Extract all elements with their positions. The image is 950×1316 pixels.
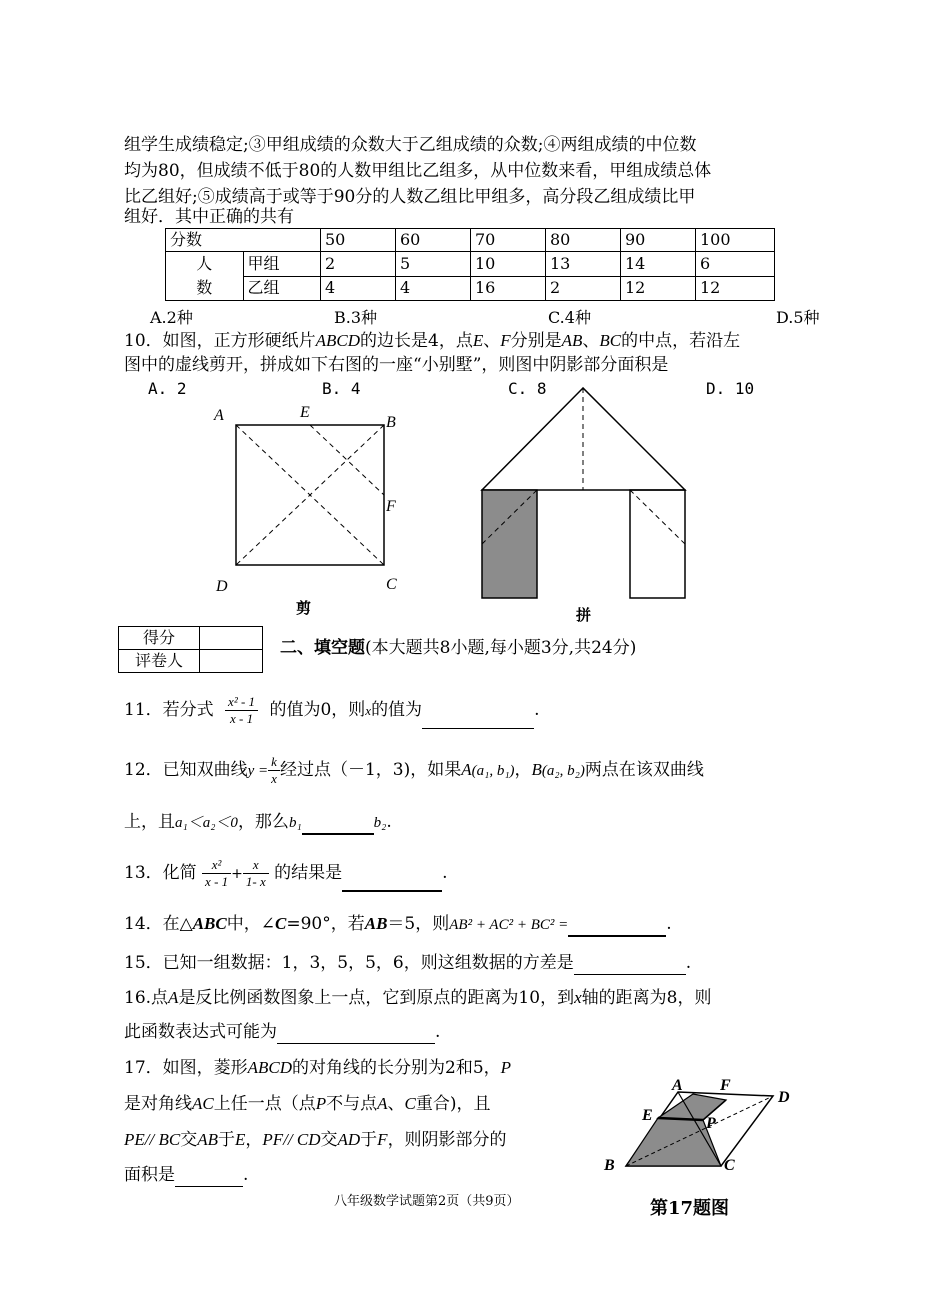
var-abcd: ABCD: [247, 1058, 293, 1077]
parallel-sign: //: [144, 1130, 159, 1149]
intro-line-1: 组学生成绩稳定;③甲组成绩的众数大于乙组成绩的众数;④两组成绩的中位数: [124, 135, 697, 155]
numerator: x: [243, 857, 269, 874]
question-14: [124, 912, 672, 937]
fraction: [268, 754, 280, 787]
var-x: x: [574, 988, 582, 1007]
section-2-desc: (本大题共8小题,每小题3分,共24分): [365, 638, 637, 658]
question-17-line-3: [124, 1128, 507, 1152]
var-e: E: [472, 331, 484, 350]
answer-blank-12[interactable]: [302, 813, 374, 835]
text: 10．如图，正方形硬纸片: [124, 331, 316, 351]
square-cut-figure: [200, 395, 420, 620]
intro-line-3: 比乙组好;⑤成绩高于或等于90分的人数乙组比甲组多，高分段乙组成绩比甲: [124, 187, 696, 207]
score-table: [165, 228, 775, 301]
var-e: E: [235, 1130, 246, 1149]
label-f: F: [386, 498, 396, 515]
text: 交: [320, 1130, 338, 1150]
var-abc: ABC: [192, 914, 227, 933]
answer-blank-11[interactable]: [422, 708, 534, 729]
text: .: [435, 1022, 441, 1042]
question-12-line-1: [124, 752, 704, 789]
label-d: D: [778, 1089, 790, 1106]
table-cell: 12: [621, 276, 696, 301]
q9-option-c: C.4种: [548, 308, 591, 327]
text: 此函数表达式可能为: [124, 1022, 277, 1042]
text: .: [442, 863, 448, 883]
table-row: [119, 627, 263, 650]
denominator: x - 1: [229, 711, 254, 726]
table-cell: 16: [471, 276, 546, 301]
text: 的值为: [371, 700, 423, 720]
shaded-left-wall: [482, 490, 537, 598]
q10-option-a: A. 2: [148, 379, 187, 398]
label-a: A: [214, 407, 224, 424]
table-cell: 4: [396, 276, 471, 301]
var-c: C: [275, 914, 287, 933]
intro-line-2: 均为80，但成绩不低于80的人数甲组比乙组多，从中位数来看，甲组成绩总体: [124, 161, 712, 181]
q10-option-d: D. 10: [706, 379, 755, 398]
text: 两点在该双曲线: [584, 760, 704, 780]
question-17-line-2: [124, 1092, 491, 1116]
section-2-title: 二、填空题: [280, 638, 365, 658]
text: .: [243, 1165, 249, 1185]
text: 重合)，且: [415, 1094, 491, 1114]
var-a: A: [377, 1094, 388, 1113]
text: 16.点: [124, 988, 169, 1008]
score-label: 得分: [119, 627, 200, 650]
var-pf: PF: [262, 1130, 284, 1149]
var-ac: AC: [192, 1094, 214, 1113]
text: ，则阴影部分的: [387, 1130, 507, 1150]
var-a: A: [461, 760, 472, 779]
row-label-yi: 乙组: [243, 276, 321, 301]
text: .: [386, 812, 392, 832]
table-cell: 10: [471, 252, 546, 277]
parallel-sign: //: [283, 1130, 297, 1149]
answer-blank-16[interactable]: [277, 1023, 435, 1044]
text: 的边长是4，点: [360, 331, 473, 351]
text: 12．已知双曲线: [124, 760, 248, 780]
table-row: [119, 650, 263, 673]
question-17-line-1: [124, 1056, 511, 1080]
var-x: x: [365, 703, 372, 718]
q9-option-a: A.2种: [150, 308, 193, 327]
q10-option-b: B. 4: [322, 379, 361, 398]
label-e: E: [300, 404, 310, 421]
question-16-line-1: [124, 986, 711, 1010]
text: .: [666, 914, 672, 934]
question-16-line-2: [124, 1020, 440, 1044]
text: ，: [245, 1130, 263, 1150]
q10-line-1: [124, 329, 740, 353]
var-bc: BC: [599, 331, 622, 350]
text: 、: [483, 331, 501, 351]
var-abcd: ABCD: [315, 331, 361, 350]
text: 不与点: [326, 1094, 378, 1114]
numerator: x²: [202, 857, 231, 874]
text: ，: [514, 760, 532, 780]
var-ad: AD: [337, 1130, 361, 1149]
text: 17．如图，菱形: [124, 1058, 248, 1078]
numerator: x² - 1: [225, 694, 258, 711]
condition: a₁＜a₂＜0: [175, 815, 238, 831]
right-wall-dash: [630, 490, 685, 544]
numerator: k: [268, 754, 280, 771]
text: 、: [582, 331, 600, 351]
var-p: P: [500, 1058, 512, 1077]
table-cell: 2: [546, 276, 621, 301]
table-header-cell: 分数: [166, 229, 321, 252]
table-cell: 70: [471, 229, 546, 252]
table-cell: 100: [696, 229, 775, 252]
label-a: A: [672, 1077, 683, 1094]
score-blank-cell: [200, 627, 263, 650]
var-a: A: [168, 988, 179, 1007]
question-15: [124, 951, 691, 975]
house-join-figure: [470, 380, 700, 625]
answer-blank-13[interactable]: [342, 870, 442, 892]
text: 、: [387, 1094, 405, 1114]
text: 上，且: [124, 812, 175, 832]
text: 是反比例函数图象上一点，它到原点的距离为10，到: [178, 988, 575, 1008]
table-cell: 13: [546, 252, 621, 277]
table-cell: 2: [321, 252, 396, 277]
question-11: [124, 692, 539, 729]
var-cd: CD: [296, 1130, 321, 1149]
coord-b: (a₂, b₂): [541, 763, 585, 779]
table-row: [166, 276, 775, 301]
coord-a: (a₁, b₁): [471, 763, 515, 779]
text: 的中点，若沿左: [621, 331, 741, 351]
table-cell: 14: [621, 252, 696, 277]
text: 13．化简: [124, 863, 197, 883]
text: .: [685, 953, 692, 973]
var-bc: BC: [158, 1130, 181, 1149]
grader-blank-cell: [200, 650, 263, 673]
table-cell: 80: [546, 229, 621, 252]
var-f: F: [500, 331, 511, 350]
answer-blank-17[interactable]: [175, 1166, 243, 1187]
var-b1: b₁: [288, 815, 302, 831]
label-p: P: [706, 1115, 716, 1132]
question-13: [124, 855, 448, 892]
var-pe: PE: [124, 1130, 145, 1149]
table-cell: 90: [621, 229, 696, 252]
fraction-1: [202, 857, 231, 890]
text: 轴的距离为8，则: [581, 988, 712, 1008]
var-ab: AB: [364, 914, 388, 933]
text: 15．已知一组数据：1，3，5，5，6，则这组数据的方差是: [124, 953, 574, 973]
var-ab: AB: [561, 331, 583, 350]
text: 的对角线的长分别为2和5，: [292, 1058, 501, 1078]
var-c: C: [404, 1094, 416, 1113]
text: 经过点（－1，3)，如果: [279, 760, 462, 780]
var-f: F: [377, 1130, 388, 1149]
var-y: y =: [247, 763, 269, 779]
text: 中，∠: [226, 914, 275, 934]
table-cell: 4: [321, 276, 396, 301]
join-caption: 拼: [576, 606, 592, 624]
fraction-2: [243, 857, 269, 890]
intro-line-4: 组好．其中正确的共有: [124, 207, 294, 227]
row-group-char-2: 数: [196, 278, 213, 297]
text: ，那么: [237, 812, 289, 832]
text: 交: [180, 1130, 198, 1150]
roof-triangle: [482, 388, 685, 490]
denominator: x: [271, 771, 277, 786]
table-cell: 6: [696, 252, 775, 277]
row-group-label: [166, 252, 244, 301]
text: 面积是: [124, 1165, 175, 1185]
page-footer: 八年级数学试题第2页（共9页）: [334, 1194, 520, 1209]
label-c: C: [386, 576, 397, 593]
label-b: B: [604, 1157, 615, 1174]
text: .: [534, 700, 540, 720]
expression: AB² + AC² + BC² =: [449, 917, 569, 933]
var-ab: AB: [197, 1130, 218, 1149]
text: 的结果是: [274, 863, 343, 883]
text: 分别是: [510, 331, 562, 351]
figure-caption: 第17题图: [650, 1198, 730, 1219]
text: 于: [360, 1130, 378, 1150]
row-label-jia: 甲组: [243, 252, 321, 277]
text: ＝5，则: [387, 914, 450, 934]
table-cell: 50: [321, 229, 396, 252]
answer-blank-14[interactable]: [568, 915, 666, 937]
text: 11．若分式: [124, 700, 214, 720]
var-b2: b₂: [373, 815, 387, 831]
denominator: 1- x: [245, 874, 266, 889]
text: 上任一点（点: [213, 1094, 316, 1114]
text: 的值为0，则: [269, 700, 366, 720]
label-e: E: [642, 1107, 653, 1124]
text: 是对角线: [124, 1094, 192, 1114]
q10-line-2: 图中的虚线剪开，拼成如下右图的一座“小别墅”，则图中阴影部分面积是: [124, 355, 669, 375]
label-f: F: [720, 1077, 731, 1094]
text: 于: [218, 1130, 235, 1150]
grade-box: [118, 626, 263, 673]
table-cell: 60: [396, 229, 471, 252]
var-p: P: [315, 1094, 327, 1113]
table-cell: 12: [696, 276, 775, 301]
label-b: B: [386, 414, 396, 431]
text: =90°，若: [286, 914, 365, 934]
answer-blank-15[interactable]: [574, 954, 686, 975]
table-row: [166, 229, 775, 252]
label-c: C: [724, 1157, 735, 1174]
question-17-line-4: [124, 1163, 248, 1187]
row-group-char-1: 人: [196, 254, 213, 273]
text: 14．在△: [124, 914, 193, 934]
q10-option-c: C. 8: [508, 379, 547, 398]
question-12-line-2: [124, 810, 392, 835]
table-cell: 5: [396, 252, 471, 277]
q9-option-b: B.3种: [334, 308, 378, 327]
denominator: x - 1: [205, 874, 229, 889]
cut-caption: 剪: [296, 599, 312, 617]
fraction: [225, 694, 258, 727]
right-wall: [630, 490, 685, 598]
table-row: [166, 252, 775, 277]
label-d: D: [216, 578, 228, 595]
rhombus-figure: [598, 1070, 808, 1220]
q9-option-d: D.5种: [776, 308, 820, 327]
var-b: B: [531, 760, 542, 779]
section-2-heading: [280, 636, 636, 660]
grader-label: 评卷人: [119, 650, 200, 673]
plus-sign: +: [231, 866, 243, 882]
